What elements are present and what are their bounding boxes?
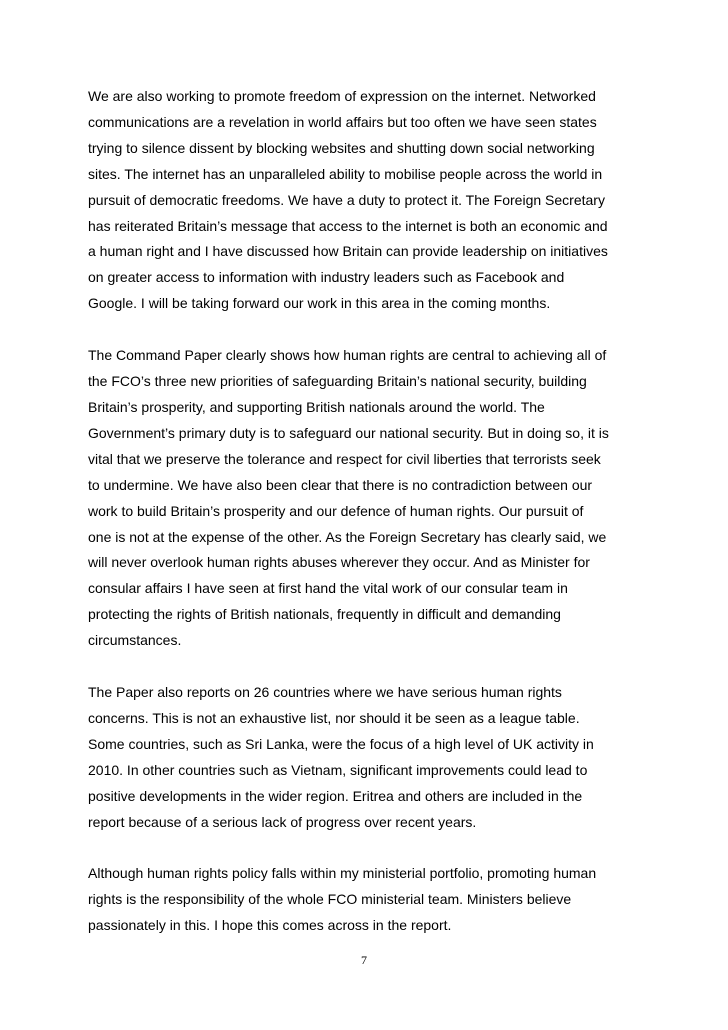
text-line: The Paper also reports on 26 countries where we have serious human rights — [88, 684, 562, 701]
text-line: We are also working to promote freedom of expression on the internet. Networked — [88, 88, 596, 104]
page-number: 7 — [361, 953, 367, 967]
paragraph-ministerial-team — [88, 861, 648, 939]
text-line: sites. The internet has an unparalleled ability to mobilise people across the world in — [88, 165, 603, 182]
text-line: Government’s primary duty is to safeguard our national security. But in doing so, it is — [88, 424, 609, 441]
document-body — [88, 84, 648, 965]
text-line: Britain’s prosperity, and supporting British nationals around the world. The — [88, 398, 545, 415]
text-line: will never overlook human rights abuses wherever they occur. And as Minister for — [88, 554, 590, 571]
text-line: trying to silence dissent by blocking websites and shutting down social networking — [88, 139, 595, 156]
text-line: Although human rights policy falls within my ministerial portfolio, promoting human — [88, 865, 597, 882]
text-line: circumstances. — [88, 632, 182, 649]
text-line: pursuit of democratic freedoms. We have a duty to protect it. The Foreign Secretary — [88, 191, 605, 208]
text-line: positive developments in the wider region. Eritrea and others are included in the — [88, 787, 583, 804]
text-line: Some countries, such as Sri Lanka, were the focus of a high level of UK activity in — [88, 735, 594, 752]
text-line: one is not at the expense of the other. As the Foreign Secretary has clearly said, we — [88, 528, 607, 545]
text-line: The Command Paper clearly shows how human rights are central to achieving all of — [88, 347, 607, 364]
paragraph-command-paper — [88, 343, 648, 654]
text-line: 2010. In other countries such as Vietnam, significant improvements could lead to — [88, 761, 588, 778]
text-line: communications are a revelation in world affairs but too often we have seen states — [88, 113, 597, 130]
text-line: passionately in this. I hope this comes across in the report. — [88, 917, 452, 934]
text-line: rights is the responsibility of the whole FCO ministerial team. Ministers believe — [88, 891, 572, 908]
text-line: to undermine. We have also been clear that there is no contradiction between our — [88, 476, 593, 493]
text-line: on greater access to information with industry leaders such as Facebook and — [88, 269, 565, 286]
text-line: Google. I will be taking forward our work in this area in the coming months. — [88, 295, 551, 312]
text-line: protecting the rights of British nationals, frequently in difficult and demanding — [88, 606, 561, 623]
text-line: consular affairs I have seen at first hand the vital work of our consular team in — [88, 580, 568, 597]
text-line: the FCO’s three new priorities of safeguarding Britain’s national security, building — [88, 373, 587, 390]
text-line: work to build Britain’s prosperity and our defence of human rights. Our pursuit of — [88, 502, 584, 519]
text-line: has reiterated Britain’s message that access to the internet is both an economic and — [88, 217, 608, 234]
text-line: report because of a serious lack of progress over recent years. — [88, 813, 477, 830]
text-line: concerns. This is not an exhaustive list, nor should it be seen as a league table. — [88, 709, 580, 726]
paragraph-countries-of-concern — [88, 680, 648, 835]
text-line: vital that we preserve the tolerance and respect for civil liberties that terrorists seek — [88, 450, 601, 467]
paragraph-internet-freedom — [88, 84, 648, 317]
text-line: a human right and I have discussed how Britain can provide leadership on initiatives — [88, 243, 608, 260]
